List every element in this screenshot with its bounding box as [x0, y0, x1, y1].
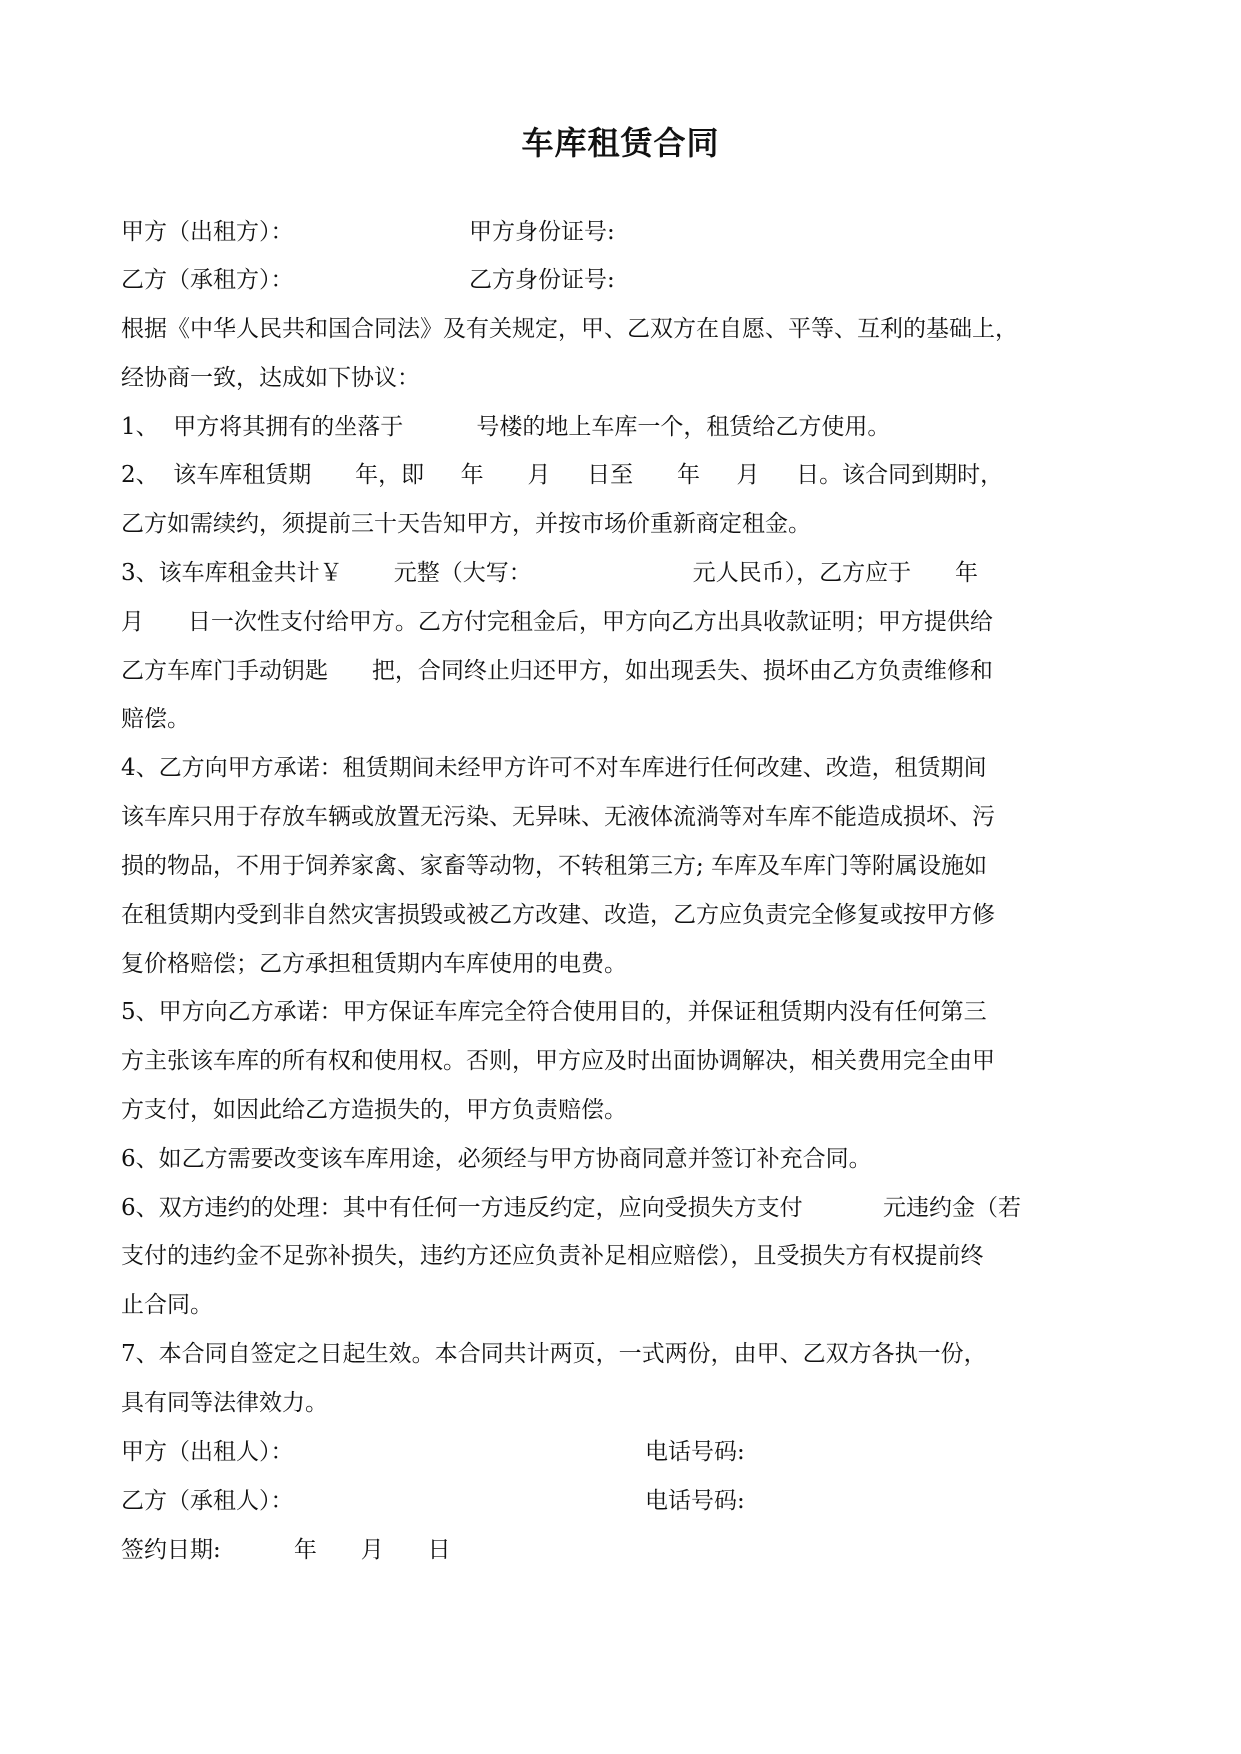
- page-title: 车库租赁合同: [521, 124, 720, 162]
- party-a-id-label: 甲方身份证号:: [469, 219, 615, 245]
- party-a-label: 甲方（出租方）：: [121, 219, 294, 245]
- clause-line: 复价格赔偿；乙方承担租赁期内车库使用的电费。: [121, 951, 627, 977]
- clause-line: 6、双方违约的处理：其中有任何一方违反约定，应向受损失方支付 元违约金（若: [121, 1195, 1022, 1221]
- party-b-id-label: 乙方身份证号:: [469, 267, 615, 293]
- clause-line: 乙方如需续约，须提前三十天告知甲方，并按市场价重新商定租金。: [121, 511, 811, 537]
- preamble-line: 根据《中华人民共和国合同法》及有关规定，甲、乙双方在自愿、平等、互利的基础上，: [121, 316, 1018, 342]
- clause-line: 方支付，如因此给乙方造损失的，甲方负责赔偿。: [121, 1097, 627, 1123]
- clause-line: 5、甲方向乙方承诺：甲方保证车库完全符合使用目的，并保证租赁期内没有任何第三: [121, 999, 987, 1025]
- clause-line: 损的物品，不用于饲养家禽、家畜等动物，不转租第三方; 车库及车库门等附属设施如: [121, 853, 988, 879]
- clause-line: 该车库只用于存放车辆或放置无污染、无异味、无液体流淌等对车库不能造成损坏、污: [121, 804, 995, 830]
- signature-party-a-label: 甲方（出租人）：: [121, 1439, 294, 1465]
- preamble-line: 经协商一致，达成如下协议：: [121, 365, 420, 391]
- clause-line: 7、本合同自签定之日起生效。本合同共计两页，一式两份，由甲、乙双方各执一份，: [121, 1341, 987, 1367]
- clause-line: 月 日一次性支付给甲方。乙方付完租金后，甲方向乙方出具收款证明；甲方提供给: [121, 609, 993, 635]
- clause-line: 支付的违约金不足弥补损失，违约方还应负责补足相应赔偿），且受损失方有权提前终: [121, 1243, 984, 1269]
- clause-line: 3、该车库租金共计￥ 元整（大写： 元人民币），乙方应于 年: [121, 560, 979, 586]
- clause-line: 2、 该车库租赁期 年，即 年 月 日至 年 月 日。该合同到期时，: [121, 462, 1004, 488]
- clause-line: 在租赁期内受到非自然灾害损毁或被乙方改建、改造，乙方应负责完全修复或按甲方修: [121, 902, 995, 928]
- clause-line: 方主张该车库的所有权和使用权。否则，甲方应及时出面协调解决，相关费用完全由甲: [121, 1048, 995, 1074]
- signature-party-a-phone-label: 电话号码:: [645, 1439, 745, 1465]
- signing-date-label: 签约日期: 年 月 日: [121, 1537, 451, 1563]
- party-b-label: 乙方（承租方）：: [121, 267, 294, 293]
- clause-line: 乙方车库门手动钥匙 把，合同终止归还甲方，如出现丢失、损坏由乙方负责维修和: [121, 658, 993, 684]
- clause-line: 4、乙方向甲方承诺：租赁期间未经甲方许可不对车库进行任何改建、改造，租赁期间: [121, 755, 987, 781]
- signature-party-b-label: 乙方（承租人）：: [121, 1488, 294, 1514]
- clause-line: 具有同等法律效力。: [121, 1390, 328, 1416]
- clause-line: 赔偿。: [121, 706, 190, 732]
- signature-party-b-phone-label: 电话号码:: [645, 1488, 745, 1514]
- clause-line: 止合同。: [121, 1292, 213, 1318]
- clause-line: 1、 甲方将其拥有的坐落于 号楼的地上车库一个，租赁给乙方使用。: [121, 414, 891, 440]
- clause-line: 6、如乙方需要改变该车库用途，必须经与甲方协商同意并签订补充合同。: [121, 1146, 872, 1172]
